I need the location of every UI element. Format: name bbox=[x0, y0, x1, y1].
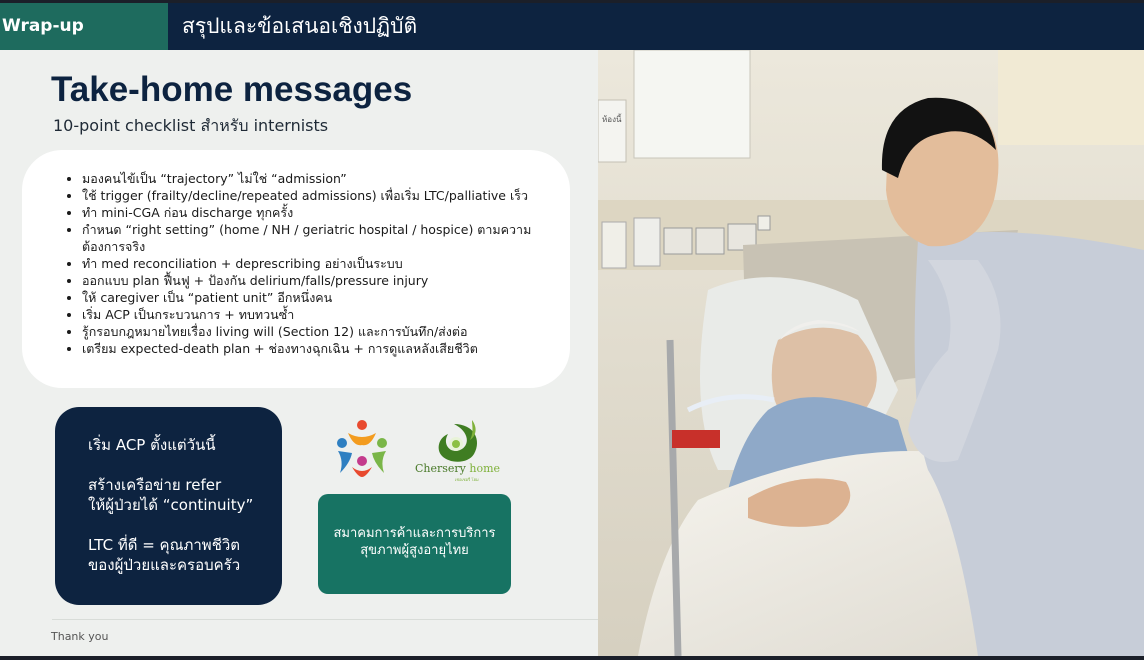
checklist-item: • ทำ mini-CGA ก่อน discharge ทุกครั้ง bbox=[82, 204, 550, 221]
slide-header bbox=[0, 3, 1144, 50]
checklist-item: • ออกแบบ plan ฟื้นฟู + ป้องกัน delirium/falls/pressure injury bbox=[82, 272, 550, 289]
checklist-item: • กำหนด “right setting” (home / NH / geriatric hospital / hospice) ตามความต้องการจริง bbox=[82, 221, 550, 255]
checklist bbox=[82, 170, 550, 357]
section-tag: Wrap-up bbox=[0, 3, 168, 50]
page-title: Take-home messages bbox=[51, 70, 413, 109]
checklist-item: • เตรียม expected-death plan + ช่องทางฉุกเฉิน + การดูแลหลังเสียชีวิต bbox=[82, 340, 550, 357]
cta-line: สร้างเครือข่าย refer bbox=[88, 476, 222, 494]
page-subtitle: 10-point checklist สำหรับ internists bbox=[53, 116, 329, 135]
section-title: สรุปและข้อเสนอเชิงปฏิบัติ bbox=[182, 14, 418, 38]
photo-illustration bbox=[598, 50, 1144, 656]
checklist-item: • เริ่ม ACP เป็นกระบวนการ + ทบทวนซ้ำ bbox=[82, 306, 550, 323]
call-to-action-card bbox=[55, 407, 282, 605]
association-name-line: สุขภาพผู้สูงอายุไทย bbox=[360, 543, 469, 558]
wall-sign-text: ห้องนี้ bbox=[602, 115, 622, 124]
checklist-card bbox=[22, 150, 570, 388]
chersery-home-word: home bbox=[469, 462, 501, 475]
chersery-subtext: เชอเชอรี่ โฮม bbox=[455, 477, 479, 482]
footer-text: Thank you bbox=[51, 630, 109, 643]
chersery-word: Chersery bbox=[415, 462, 466, 475]
checklist-item: • ใช้ trigger (frailty/decline/repeated admissions) เพื่อเริ่ม LTC/palliative เร็ว bbox=[82, 187, 550, 204]
checklist-item: • มองคนไข้เป็น “trajectory” ไม่ใช่ “admission” bbox=[82, 170, 550, 187]
checklist-item: • ทำ med reconciliation + deprescribing อย่างเป็นระบบ bbox=[82, 255, 550, 272]
checklist-item: • รู้กรอบกฎหมายไทยเรื่อง living will (Section 12) และการบันทึก/ส่งต่อ bbox=[82, 323, 550, 340]
cta-line: LTC ที่ดี = คุณภาพชีวิต bbox=[88, 536, 241, 554]
window-bottom-edge bbox=[0, 656, 1144, 660]
chersery-wordmark bbox=[415, 462, 500, 475]
doctor-patient-photo bbox=[598, 50, 1144, 656]
footer-divider bbox=[52, 619, 598, 620]
cta-line: ของผู้ป่วยและครอบครัว bbox=[88, 556, 241, 574]
checklist-item: • ให้ caregiver เป็น “patient unit” อีกหนึ่งคน bbox=[82, 289, 550, 306]
association-card bbox=[318, 494, 511, 594]
cta-line: ให้ผู้ป่วยได้ “continuity” bbox=[88, 496, 254, 514]
association-name-line: สมาคมการค้าและการบริการ bbox=[333, 526, 496, 541]
association-people-logo bbox=[330, 415, 394, 479]
cta-line: เริ่ม ACP ตั้งแต่วันนี้ bbox=[88, 436, 216, 454]
slide-content bbox=[0, 50, 598, 656]
